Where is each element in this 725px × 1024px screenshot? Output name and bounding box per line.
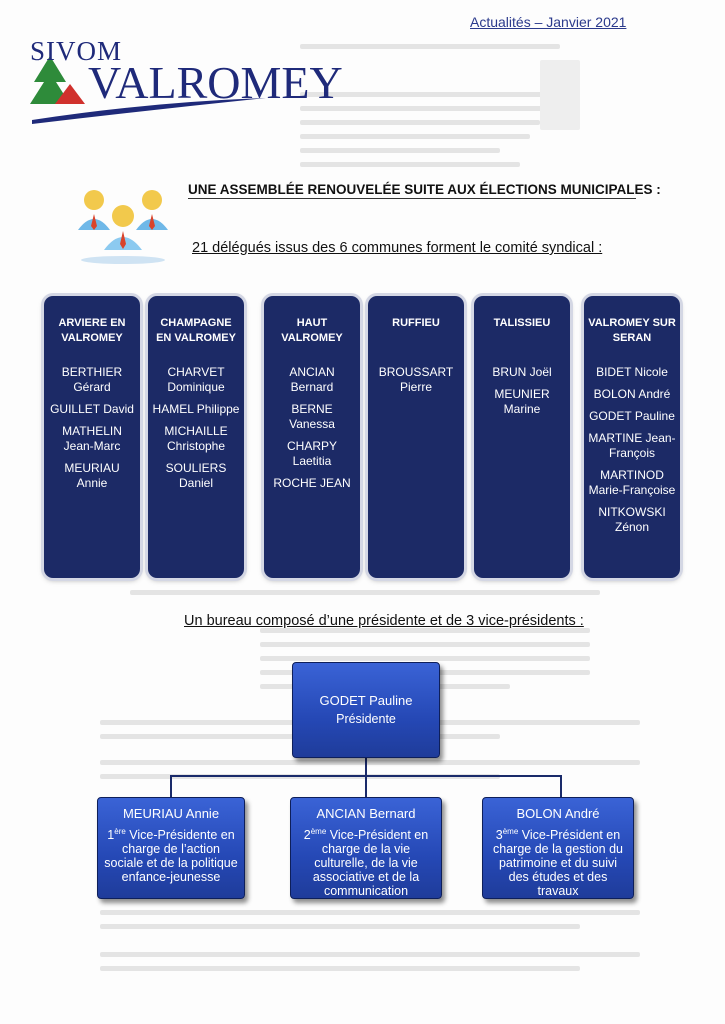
assembly-title: UNE ASSEMBLÉE RENOUVELÉE SUITE AUX ÉLECTIONS MUNICIPALES : [188, 182, 661, 197]
commune-name: CHAMPAGNE EN VALROMEY [156, 317, 236, 344]
logo-top-text: SIVOM [30, 36, 123, 66]
vice-president-role: 1ère Vice-Présidente en charge de l’action sociale et de la politique enfance-jeunesse [104, 827, 238, 885]
vice-president-name: ANCIAN Bernard [316, 806, 416, 821]
assembly-subtitle: 21 délégués issus des 6 communes forment le comité syndical : [192, 240, 603, 256]
vice-president-node [97, 797, 245, 899]
delegate-name: MICHAILLE Christophe [164, 424, 228, 453]
delegate-name: BIDET Nicole [596, 365, 668, 379]
vice-president-node [482, 797, 634, 899]
org-connector [365, 775, 367, 797]
delegate-name: MARTINOD Marie-Françoise [588, 468, 676, 497]
bureau-subtitle: Un bureau composé d’une présidente et de 3 vice-présidents : [184, 613, 584, 629]
vice-president-role: 2ème Vice-Président en charge de la vie culturelle, de la vie associative et de la communication [303, 827, 429, 899]
delegate-name: GUILLET David [50, 402, 134, 416]
logo-swoosh-icon [30, 96, 270, 126]
sivom-valromey-logo [30, 36, 343, 128]
vice-president-role: 3ème Vice-Président en charge de la gestion du patrimoine et du suivi des études et des travaux [493, 827, 623, 899]
president-role: Présidente [336, 712, 396, 726]
delegate-name: BROUSSART Pierre [378, 365, 454, 394]
delegate-name: MATHELIN Jean-Marc [62, 424, 122, 453]
delegate-name: NITKOWSKI Zénon [598, 505, 666, 534]
delegate-name: MEURIAU Annie [64, 461, 120, 490]
logo-main-text: VALROMEY [88, 57, 343, 108]
vice-president-name: BOLON André [516, 806, 600, 821]
commune-name: TALISSIEU [493, 317, 551, 329]
delegate-name: CHARPY Laetitia [286, 439, 337, 468]
commune-name: VALROMEY SUR SERAN [588, 317, 676, 344]
delegates-people-icon [74, 186, 172, 266]
commune-name: RUFFIEU [392, 317, 440, 329]
assembly-title-rule [188, 198, 636, 199]
org-connector [365, 758, 367, 776]
vice-president-name: MEURIAU Annie [122, 806, 220, 821]
commune-card [584, 296, 680, 578]
commune-card [44, 296, 140, 578]
commune-card [148, 296, 244, 578]
delegate-name: MARTINE Jean-François [588, 431, 676, 460]
delegate-name: CHARVET Dominique [167, 365, 225, 394]
commune-name: ARVIERE EN VALROMEY [58, 317, 126, 344]
delegate-name: BERTHIER Gérard [61, 365, 123, 394]
delegate-name: SOULIERS Daniel [165, 461, 227, 490]
vice-president-node [290, 797, 442, 899]
delegate-name: ANCIAN Bernard [289, 365, 335, 394]
delegate-name: HAMEL Philippe [152, 402, 240, 416]
president-node [292, 662, 440, 758]
delegate-name: GODET Pauline [589, 409, 675, 423]
delegate-name: ROCHE JEAN [273, 476, 351, 490]
commune-card [368, 296, 464, 578]
delegate-name: BRUN Joël [492, 365, 552, 379]
delegate-name: BERNE Vanessa [289, 402, 335, 431]
president-name: GODET Pauline [319, 693, 413, 708]
delegate-name: BOLON André [593, 387, 671, 401]
commune-card [264, 296, 360, 578]
commune-name: HAUT VALROMEY [281, 317, 343, 344]
issue-date: Actualités – Janvier 2021 [470, 14, 627, 30]
delegate-name: MEUNIER Marine [494, 387, 550, 416]
org-connector [560, 775, 562, 797]
commune-card [474, 296, 570, 578]
org-connector [170, 775, 172, 797]
